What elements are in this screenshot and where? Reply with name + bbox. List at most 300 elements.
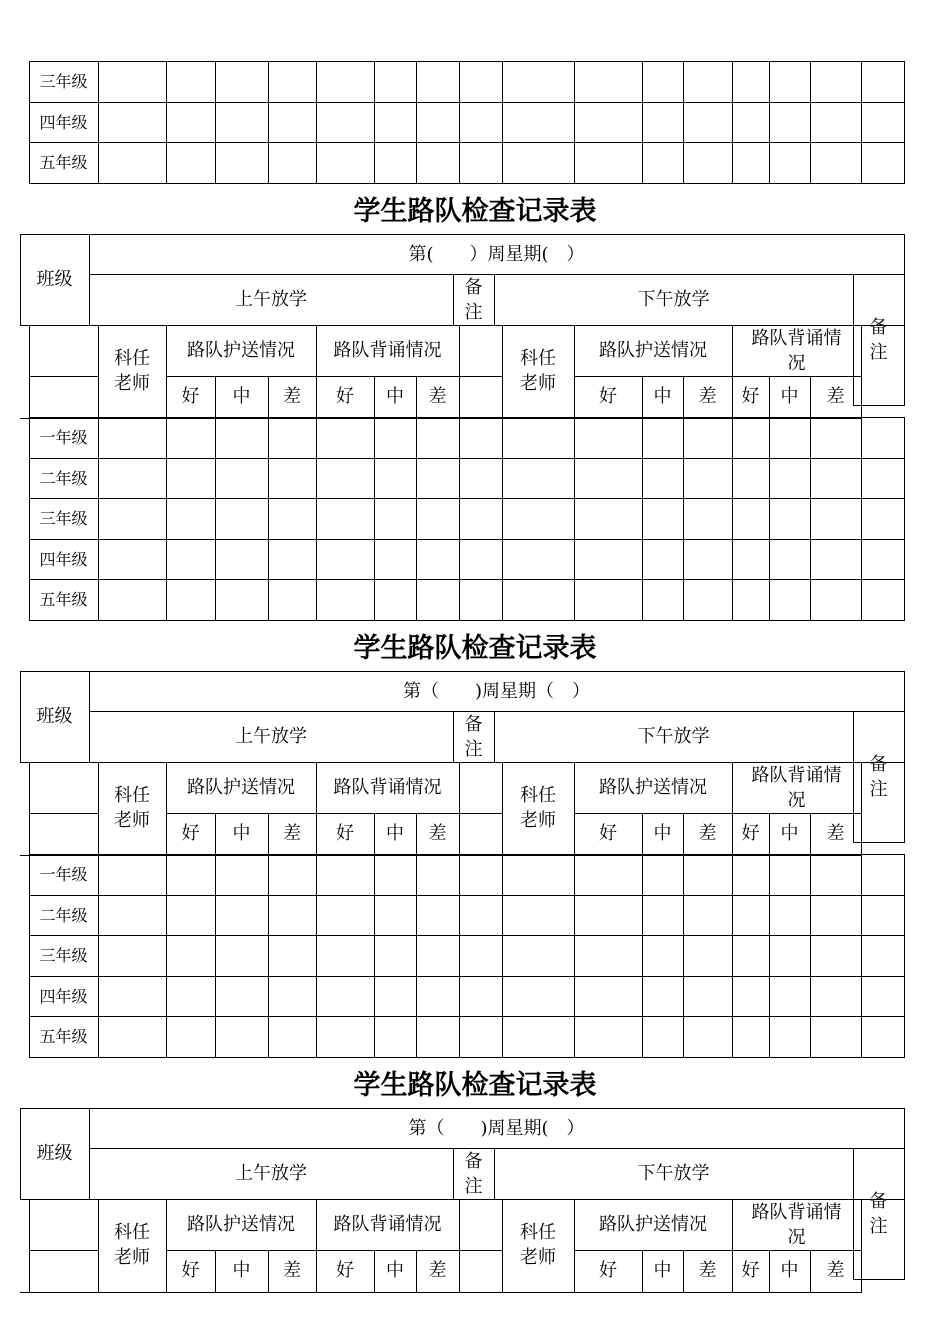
- record-cell[interactable]: [811, 855, 861, 895]
- record-cell[interactable]: [269, 418, 316, 458]
- record-cell[interactable]: [99, 855, 166, 895]
- record-cell[interactable]: [643, 418, 683, 458]
- form-title: 学生路队检查记录表: [353, 633, 597, 664]
- rating-label: 中: [780, 1260, 799, 1281]
- record-cell[interactable]: [167, 418, 215, 458]
- recite-label: 路队背诵情 况: [751, 1201, 842, 1248]
- record-cell[interactable]: [99, 977, 166, 1016]
- record-cell[interactable]: [167, 977, 215, 1016]
- record-cell[interactable]: [269, 936, 316, 976]
- week-line: 第（ )周星期（ ）: [402, 680, 591, 702]
- record-cell[interactable]: [375, 499, 416, 539]
- record-cell[interactable]: [417, 143, 459, 183]
- record-cell[interactable]: [460, 855, 502, 895]
- record-cell[interactable]: [862, 459, 904, 498]
- record-cell[interactable]: [503, 580, 574, 620]
- record-cell[interactable]: [575, 977, 642, 1016]
- record-cell[interactable]: [216, 459, 268, 498]
- record-cell[interactable]: [167, 580, 215, 620]
- recite-label: 路队背诵情况: [333, 340, 442, 361]
- record-cell[interactable]: [770, 459, 810, 498]
- record-cell[interactable]: [503, 1017, 574, 1057]
- record-cell[interactable]: [862, 1017, 904, 1057]
- record-cell[interactable]: [733, 855, 769, 895]
- record-cell[interactable]: [770, 499, 810, 539]
- record-cell[interactable]: [417, 418, 459, 458]
- record-cell[interactable]: [684, 499, 732, 539]
- grid-line: [459, 1199, 460, 1292]
- grid-line: [904, 711, 905, 843]
- remark-label: 备 注: [869, 753, 888, 800]
- record-cell[interactable]: [417, 896, 459, 935]
- grid-line: [459, 376, 503, 377]
- teacher-label: 科任 老师: [114, 1222, 150, 1268]
- record-cell[interactable]: [216, 499, 268, 539]
- record-cell[interactable]: [99, 540, 166, 579]
- record-cell[interactable]: [167, 896, 215, 935]
- rating-label: 好: [741, 823, 760, 844]
- record-cell[interactable]: [862, 580, 904, 620]
- record-cell[interactable]: [317, 143, 374, 183]
- rating-label: 差: [428, 823, 447, 844]
- record-cell[interactable]: [862, 499, 904, 539]
- record-cell[interactable]: [684, 103, 732, 142]
- record-cell[interactable]: [503, 418, 574, 458]
- record-cell[interactable]: [99, 62, 166, 102]
- record-cell[interactable]: [460, 499, 502, 539]
- record-cell[interactable]: [503, 855, 574, 895]
- escort-label: 路队护送情况: [187, 340, 295, 361]
- record-cell[interactable]: [269, 143, 316, 183]
- record-cell[interactable]: [216, 1017, 268, 1057]
- record-cell[interactable]: [167, 936, 215, 976]
- rating-label: 中: [386, 823, 404, 844]
- record-cell[interactable]: [733, 540, 769, 579]
- record-cell[interactable]: [417, 103, 459, 142]
- grid-line: [20, 325, 90, 326]
- record-cell[interactable]: [575, 855, 642, 895]
- record-cell[interactable]: [167, 540, 215, 579]
- record-cell[interactable]: [460, 896, 502, 935]
- record-cell[interactable]: [216, 540, 268, 579]
- record-cell[interactable]: [417, 499, 459, 539]
- grid-line: [20, 762, 90, 763]
- record-cell[interactable]: [167, 62, 215, 102]
- record-cell[interactable]: [216, 936, 268, 976]
- grid-line: [29, 1057, 905, 1058]
- record-cell[interactable]: [375, 580, 416, 620]
- record-cell[interactable]: [503, 459, 574, 498]
- record-cell[interactable]: [317, 540, 374, 579]
- record-cell[interactable]: [770, 1017, 810, 1057]
- record-cell[interactable]: [216, 580, 268, 620]
- record-cell[interactable]: [317, 1017, 374, 1057]
- record-cell[interactable]: [575, 936, 642, 976]
- record-cell[interactable]: [417, 936, 459, 976]
- record-cell[interactable]: [167, 143, 215, 183]
- record-cell[interactable]: [643, 977, 683, 1016]
- record-cell[interactable]: [317, 896, 374, 935]
- record-cell[interactable]: [811, 580, 861, 620]
- record-cell[interactable]: [643, 896, 683, 935]
- record-cell[interactable]: [684, 855, 732, 895]
- rating-label: 中: [232, 386, 251, 407]
- record-cell[interactable]: [684, 580, 732, 620]
- pm-section-label: 下午放学: [637, 289, 710, 310]
- record-cell[interactable]: [269, 540, 316, 579]
- class-label: 班级: [36, 706, 73, 727]
- recite-label: 路队背诵情况: [333, 777, 442, 798]
- grade-label: 五年级: [39, 1027, 88, 1046]
- record-cell[interactable]: [862, 143, 904, 183]
- record-cell[interactable]: [643, 499, 683, 539]
- escort-label: 路队护送情况: [187, 777, 295, 798]
- record-cell[interactable]: [317, 936, 374, 976]
- record-cell[interactable]: [770, 418, 810, 458]
- record-cell[interactable]: [375, 855, 416, 895]
- pm-section-label: 下午放学: [637, 726, 710, 747]
- rating-label: 好: [181, 1260, 200, 1281]
- record-cell[interactable]: [269, 855, 316, 895]
- rating-label: 中: [232, 823, 251, 844]
- record-cell[interactable]: [733, 62, 769, 102]
- record-cell[interactable]: [317, 499, 374, 539]
- escort-label: 路队护送情况: [187, 1214, 295, 1235]
- record-cell[interactable]: [375, 143, 416, 183]
- record-cell[interactable]: [684, 62, 732, 102]
- recite-label: 路队背诵情 况: [751, 327, 842, 374]
- grid-line: [20, 1199, 90, 1200]
- record-cell[interactable]: [575, 499, 642, 539]
- record-cell[interactable]: [460, 103, 502, 142]
- record-cell[interactable]: [167, 499, 215, 539]
- record-cell[interactable]: [99, 103, 166, 142]
- record-cell[interactable]: [575, 103, 642, 142]
- record-cell[interactable]: [269, 103, 316, 142]
- record-cell[interactable]: [811, 143, 861, 183]
- remark-label: 备 注: [869, 1190, 888, 1237]
- record-cell[interactable]: [375, 459, 416, 498]
- form-title: 学生路队检查记录表: [353, 196, 597, 227]
- remark-label: 备 注: [464, 1150, 483, 1197]
- teacher-label: 科任 老师: [114, 348, 150, 394]
- escort-label: 路队护送情况: [599, 340, 707, 361]
- record-cell[interactable]: [811, 62, 861, 102]
- record-cell[interactable]: [503, 143, 574, 183]
- rating-label: 中: [232, 1260, 251, 1281]
- record-cell[interactable]: [733, 459, 769, 498]
- record-cell[interactable]: [770, 936, 810, 976]
- grade-label: 四年级: [39, 549, 88, 569]
- grid-line: [29, 813, 99, 814]
- record-cell[interactable]: [460, 62, 502, 102]
- record-cell[interactable]: [811, 936, 861, 976]
- remark-label: 备 注: [464, 276, 483, 323]
- record-cell[interactable]: [269, 499, 316, 539]
- record-cell[interactable]: [643, 103, 683, 142]
- record-cell[interactable]: [733, 1017, 769, 1057]
- record-cell[interactable]: [460, 459, 502, 498]
- record-cell[interactable]: [811, 418, 861, 458]
- record-cell[interactable]: [503, 896, 574, 935]
- record-cell[interactable]: [770, 103, 810, 142]
- grid-line: [459, 1250, 503, 1251]
- record-cell[interactable]: [216, 62, 268, 102]
- record-cell[interactable]: [269, 896, 316, 935]
- grid-line: [904, 854, 905, 1058]
- record-cell[interactable]: [643, 459, 683, 498]
- am-section-label: 上午放学: [235, 1163, 307, 1184]
- record-cell[interactable]: [684, 540, 732, 579]
- grid-line: [29, 620, 905, 621]
- grid-line: [20, 1292, 862, 1293]
- record-cell[interactable]: [643, 540, 683, 579]
- record-cell[interactable]: [503, 936, 574, 976]
- record-cell[interactable]: [862, 62, 904, 102]
- record-cell[interactable]: [99, 418, 166, 458]
- grid-line: [29, 762, 30, 855]
- rating-label: 差: [283, 386, 301, 407]
- rating-label: 好: [336, 386, 354, 407]
- record-cell[interactable]: [770, 143, 810, 183]
- record-cell[interactable]: [375, 540, 416, 579]
- record-cell[interactable]: [460, 936, 502, 976]
- record-cell[interactable]: [460, 418, 502, 458]
- class-label: 班级: [36, 1143, 73, 1164]
- record-cell[interactable]: [216, 896, 268, 935]
- rating-label: 好: [741, 386, 760, 407]
- record-cell[interactable]: [269, 62, 316, 102]
- record-cell[interactable]: [575, 896, 642, 935]
- record-cell[interactable]: [417, 459, 459, 498]
- record-cell[interactable]: [733, 896, 769, 935]
- record-cell[interactable]: [811, 103, 861, 142]
- rating-label: 好: [336, 1260, 354, 1281]
- record-cell[interactable]: [417, 540, 459, 579]
- record-cell[interactable]: [375, 418, 416, 458]
- record-cell[interactable]: [684, 936, 732, 976]
- record-cell[interactable]: [575, 62, 642, 102]
- record-cell[interactable]: [317, 459, 374, 498]
- record-cell[interactable]: [317, 418, 374, 458]
- grid-line: [29, 1250, 99, 1251]
- record-cell[interactable]: [733, 977, 769, 1016]
- record-cell[interactable]: [460, 580, 502, 620]
- rating-label: 差: [283, 1260, 301, 1281]
- escort-label: 路队护送情况: [599, 777, 707, 798]
- record-cell[interactable]: [811, 499, 861, 539]
- record-cell[interactable]: [216, 143, 268, 183]
- record-cell[interactable]: [684, 896, 732, 935]
- record-cell[interactable]: [375, 62, 416, 102]
- record-cell[interactable]: [99, 1017, 166, 1057]
- record-cell[interactable]: [460, 143, 502, 183]
- record-cell[interactable]: [643, 855, 683, 895]
- record-cell[interactable]: [862, 936, 904, 976]
- rating-label: 中: [653, 1260, 672, 1281]
- record-cell[interactable]: [375, 977, 416, 1016]
- record-cell[interactable]: [99, 580, 166, 620]
- record-cell[interactable]: [684, 977, 732, 1016]
- record-cell[interactable]: [503, 103, 574, 142]
- record-cell[interactable]: [460, 540, 502, 579]
- record-cell[interactable]: [503, 977, 574, 1016]
- rating-label: 中: [386, 1260, 404, 1281]
- record-cell[interactable]: [684, 1017, 732, 1057]
- record-cell[interactable]: [375, 936, 416, 976]
- rating-label: 好: [336, 823, 354, 844]
- record-cell[interactable]: [643, 62, 683, 102]
- grid-line: [29, 183, 905, 184]
- record-cell[interactable]: [862, 896, 904, 935]
- record-cell[interactable]: [216, 855, 268, 895]
- record-cell[interactable]: [770, 62, 810, 102]
- record-cell[interactable]: [811, 977, 861, 1016]
- record-cell[interactable]: [99, 143, 166, 183]
- record-cell[interactable]: [575, 540, 642, 579]
- grade-label: 三年级: [39, 72, 88, 91]
- record-cell[interactable]: [733, 143, 769, 183]
- record-cell[interactable]: [216, 103, 268, 142]
- record-cell[interactable]: [317, 977, 374, 1016]
- record-cell[interactable]: [643, 580, 683, 620]
- record-cell[interactable]: [317, 855, 374, 895]
- record-cell[interactable]: [375, 1017, 416, 1057]
- record-cell[interactable]: [460, 977, 502, 1016]
- record-cell[interactable]: [770, 855, 810, 895]
- record-cell[interactable]: [99, 499, 166, 539]
- record-cell[interactable]: [460, 1017, 502, 1057]
- week-line: 第( ）周星期( ）: [408, 243, 585, 265]
- record-cell[interactable]: [167, 459, 215, 498]
- record-cell[interactable]: [375, 103, 416, 142]
- record-cell[interactable]: [770, 977, 810, 1016]
- recite-label: 路队背诵情 况: [751, 764, 842, 811]
- record-cell[interactable]: [269, 1017, 316, 1057]
- record-cell[interactable]: [317, 62, 374, 102]
- grid-line: [904, 1148, 905, 1280]
- record-cell[interactable]: [375, 896, 416, 935]
- record-cell[interactable]: [811, 459, 861, 498]
- record-cell[interactable]: [733, 580, 769, 620]
- record-cell[interactable]: [733, 499, 769, 539]
- record-cell[interactable]: [99, 459, 166, 498]
- rating-label: 差: [698, 823, 717, 844]
- grade-label: 一年级: [39, 428, 88, 447]
- rating-label: 好: [599, 823, 617, 844]
- grid-line: [29, 325, 30, 418]
- record-cell[interactable]: [216, 977, 268, 1016]
- escort-label: 路队护送情况: [599, 1214, 707, 1235]
- grade-label: 二年级: [39, 905, 88, 925]
- record-cell[interactable]: [167, 103, 215, 142]
- record-cell[interactable]: [317, 580, 374, 620]
- rating-label: 中: [780, 823, 799, 844]
- recite-label: 路队背诵情况: [333, 1214, 442, 1235]
- record-cell[interactable]: [417, 977, 459, 1016]
- record-cell[interactable]: [811, 896, 861, 935]
- record-cell[interactable]: [503, 499, 574, 539]
- rating-label: 中: [653, 823, 672, 844]
- record-cell[interactable]: [269, 459, 316, 498]
- pm-section-label: 下午放学: [637, 1163, 710, 1184]
- record-cell[interactable]: [733, 936, 769, 976]
- am-section-label: 上午放学: [235, 289, 307, 310]
- am-section-label: 上午放学: [235, 726, 307, 747]
- grade-label: 四年级: [39, 112, 88, 132]
- record-cell[interactable]: [733, 103, 769, 142]
- record-cell[interactable]: [684, 143, 732, 183]
- record-cell[interactable]: [643, 1017, 683, 1057]
- record-cell[interactable]: [862, 540, 904, 579]
- record-cell[interactable]: [503, 62, 574, 102]
- record-cell[interactable]: [417, 1017, 459, 1057]
- teacher-label: 科任 老师: [520, 785, 556, 831]
- record-cell[interactable]: [575, 580, 642, 620]
- record-cell[interactable]: [417, 580, 459, 620]
- record-cell[interactable]: [269, 977, 316, 1016]
- rating-label: 好: [181, 386, 200, 407]
- record-cell[interactable]: [862, 977, 904, 1016]
- grade-label: 五年级: [39, 590, 88, 609]
- grade-label: 二年级: [39, 468, 88, 488]
- record-cell[interactable]: [733, 418, 769, 458]
- grid-line: [29, 1199, 30, 1292]
- record-cell[interactable]: [417, 62, 459, 102]
- record-cell[interactable]: [811, 1017, 861, 1057]
- grade-label: 三年级: [39, 946, 88, 965]
- record-cell[interactable]: [99, 896, 166, 935]
- record-cell[interactable]: [862, 855, 904, 895]
- record-cell[interactable]: [684, 418, 732, 458]
- rating-label: 好: [599, 386, 617, 407]
- grid-line: [29, 376, 99, 377]
- record-cell[interactable]: [503, 540, 574, 579]
- record-cell[interactable]: [770, 896, 810, 935]
- record-cell[interactable]: [317, 103, 374, 142]
- rating-label: 好: [599, 1260, 617, 1281]
- remark-label: 备 注: [464, 713, 483, 760]
- record-cell[interactable]: [643, 143, 683, 183]
- record-cell[interactable]: [770, 580, 810, 620]
- record-cell[interactable]: [575, 418, 642, 458]
- form-title: 学生路队检查记录表: [353, 1070, 597, 1101]
- rating-label: 差: [826, 1260, 845, 1281]
- record-cell[interactable]: [770, 540, 810, 579]
- record-cell[interactable]: [575, 1017, 642, 1057]
- rating-label: 差: [283, 823, 301, 844]
- record-cell[interactable]: [575, 459, 642, 498]
- record-cell[interactable]: [684, 459, 732, 498]
- record-cell[interactable]: [269, 580, 316, 620]
- record-cell[interactable]: [417, 855, 459, 895]
- record-cell[interactable]: [811, 540, 861, 579]
- record-cell[interactable]: [167, 1017, 215, 1057]
- record-cell[interactable]: [862, 103, 904, 142]
- teacher-label: 科任 老师: [520, 1222, 556, 1268]
- record-cell[interactable]: [575, 143, 642, 183]
- rating-label: 中: [386, 386, 404, 407]
- week-line: 第（ )周星期( ）: [408, 1117, 585, 1139]
- record-cell[interactable]: [862, 418, 904, 458]
- record-cell[interactable]: [167, 855, 215, 895]
- grade-label: 三年级: [39, 509, 88, 528]
- teacher-label: 科任 老师: [114, 785, 150, 831]
- rating-label: 好: [741, 1260, 760, 1281]
- record-cell[interactable]: [216, 418, 268, 458]
- record-cell[interactable]: [643, 936, 683, 976]
- record-cell[interactable]: [99, 936, 166, 976]
